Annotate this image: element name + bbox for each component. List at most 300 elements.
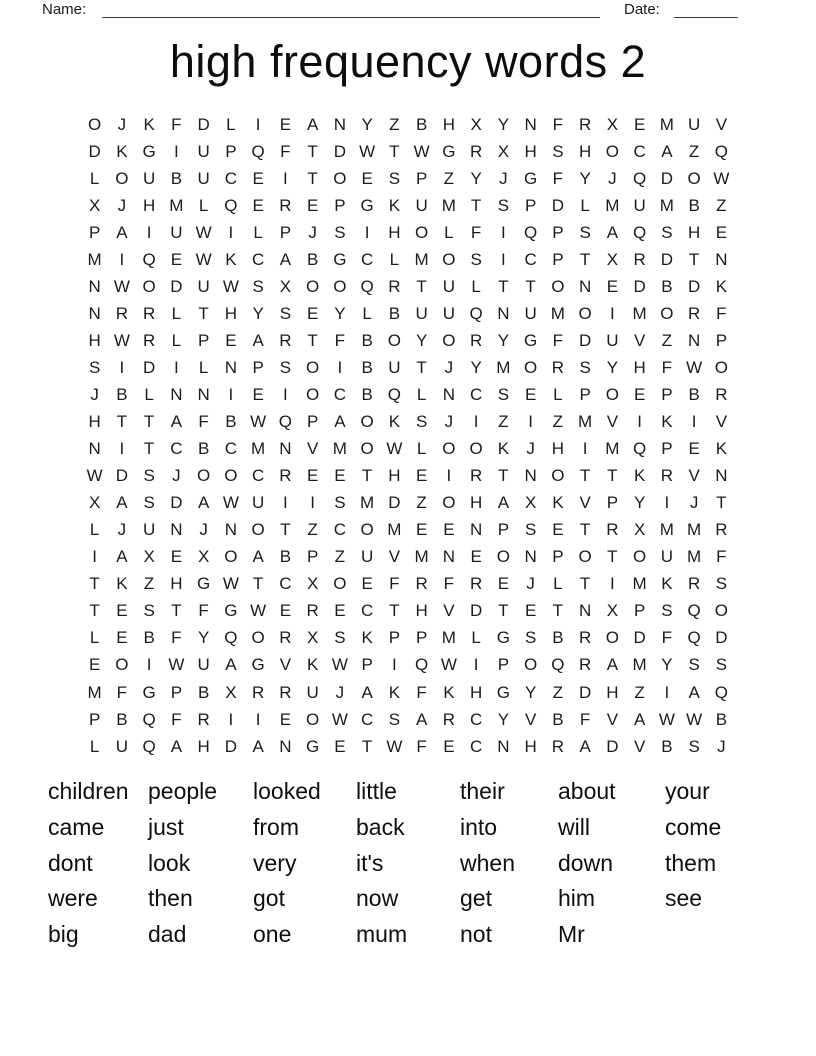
grid-letter: F xyxy=(416,682,427,702)
grid-letter: F xyxy=(552,114,564,134)
grid-letter: P xyxy=(552,222,564,242)
grid-letter: K xyxy=(552,493,564,513)
grid-letter: I xyxy=(392,655,397,675)
grid-letter: R xyxy=(388,276,401,296)
word-list-item: looked xyxy=(253,778,321,804)
grid-letter: R xyxy=(715,384,728,404)
grid-letter: V xyxy=(715,412,728,432)
word-list-item: big xyxy=(48,921,79,948)
grid-letter: B xyxy=(143,628,155,648)
grid-letter: M xyxy=(87,249,102,269)
grid-letter: G xyxy=(442,141,456,161)
grid-letter: T xyxy=(171,601,182,621)
grid-letter: T xyxy=(361,736,373,756)
grid-letter: A xyxy=(225,655,237,675)
grid-letter: O xyxy=(306,384,320,404)
grid-letter: E xyxy=(361,574,373,594)
grid-letter: I xyxy=(528,412,533,432)
grid-letter: W xyxy=(168,655,185,675)
grid-letter: L xyxy=(416,439,427,459)
grid-letter: N xyxy=(88,439,101,459)
grid-letter: F xyxy=(716,303,727,323)
grid-letter: A xyxy=(579,736,591,756)
grid-letter: T xyxy=(688,249,700,269)
grid-letter: R xyxy=(142,303,156,323)
grid-letter: O xyxy=(360,439,374,459)
grid-letter: P xyxy=(306,412,319,432)
grid-letter: W xyxy=(686,357,703,377)
grid-letter: W xyxy=(250,412,267,432)
grid-letter: O xyxy=(551,466,565,486)
grid-letter: D xyxy=(170,493,183,513)
grid-letter: B xyxy=(661,736,673,756)
grid-letter: A xyxy=(279,249,292,269)
grid-letter: G xyxy=(224,601,238,621)
grid-letter: M xyxy=(414,547,429,567)
grid-letter: T xyxy=(579,249,591,269)
grid-letter: O xyxy=(551,276,565,296)
grid-letter: I xyxy=(146,655,152,675)
grid-letter: S xyxy=(334,222,346,242)
grid-letter: C xyxy=(251,249,265,269)
grid-letter: I xyxy=(637,412,642,432)
grid-letter: P xyxy=(415,168,428,188)
grid-letter: L xyxy=(171,330,182,350)
grid-letter: E xyxy=(170,249,183,269)
grid-letter: A xyxy=(170,736,183,756)
grid-letter: G xyxy=(251,655,265,675)
grid-letter: N xyxy=(524,114,537,134)
grid-letter: A xyxy=(415,709,428,729)
grid-letter: U xyxy=(606,330,619,350)
grid-letter: S xyxy=(688,736,700,756)
grid-letter: X xyxy=(524,493,537,513)
grid-letter: G xyxy=(496,682,510,702)
grid-letter: S xyxy=(388,709,401,729)
grid-letter: P xyxy=(361,655,373,675)
grid-letter: A xyxy=(633,709,646,729)
grid-letter: N xyxy=(715,466,728,486)
grid-letter: T xyxy=(607,466,618,486)
grid-letter: W xyxy=(359,141,376,161)
grid-letter: I xyxy=(446,466,452,486)
grid-letter: Q xyxy=(415,655,429,675)
grid-letter: P xyxy=(170,682,183,702)
grid-letter: C xyxy=(279,574,292,594)
grid-letter: E xyxy=(443,520,455,540)
grid-letter: O xyxy=(578,303,592,323)
word-list-item: back xyxy=(356,813,405,840)
grid-letter: R xyxy=(715,520,728,540)
grid-letter: K xyxy=(443,682,455,702)
grid-letter: L xyxy=(553,384,563,404)
grid-letter: O xyxy=(524,655,538,675)
grid-letter: G xyxy=(496,628,510,648)
grid-letter: Z xyxy=(498,412,509,432)
grid-letter: K xyxy=(715,276,728,296)
grid-letter: U xyxy=(170,222,183,242)
grid-letter: D xyxy=(633,276,646,296)
grid-letter: R xyxy=(578,628,592,648)
grid-letter: H xyxy=(524,141,537,161)
word-list-item: just xyxy=(148,813,184,840)
word-list-item: will xyxy=(558,813,590,840)
grid-letter: M xyxy=(659,195,674,215)
grid-letter: Z xyxy=(389,114,400,134)
grid-letter: T xyxy=(525,276,536,296)
word-list-item: look xyxy=(148,849,191,876)
grid-letter: F xyxy=(171,709,182,729)
grid-letter: J xyxy=(689,493,699,513)
word-list-item: children xyxy=(48,778,129,804)
grid-letter: E xyxy=(334,466,346,486)
grid-letter: W xyxy=(658,709,675,729)
grid-letter: E xyxy=(470,547,482,567)
grid-letter: K xyxy=(225,249,237,269)
grid-letter: U xyxy=(197,141,210,161)
grid-letter: W xyxy=(331,709,348,729)
grid-letter: O xyxy=(605,628,619,648)
grid-letter: E xyxy=(524,384,537,404)
grid-letter: K xyxy=(116,141,128,161)
grid-letter: Q xyxy=(633,439,647,459)
grid-letter: E xyxy=(497,574,510,594)
grid-letter: T xyxy=(143,412,155,432)
grid-letter: N xyxy=(524,466,537,486)
grid-letter: O xyxy=(333,276,347,296)
grid-letter: R xyxy=(251,682,265,702)
grid-letter: K xyxy=(143,114,155,134)
grid-letter: C xyxy=(469,384,483,404)
grid-letter: J xyxy=(717,736,726,756)
grid-letter: A xyxy=(306,114,319,134)
grid-letter: K xyxy=(388,682,401,702)
word-list-item: get xyxy=(460,885,492,912)
grid-letter: F xyxy=(198,601,209,621)
grid-letter: N xyxy=(224,520,238,540)
grid-letter: F xyxy=(198,412,209,432)
grid-letter: W xyxy=(440,655,457,675)
grid-letter: C xyxy=(170,439,183,459)
grid-letter: O xyxy=(442,249,456,269)
grid-letter: A xyxy=(688,682,700,702)
grid-letter: C xyxy=(224,168,238,188)
date-label: Date: xyxy=(624,1,660,18)
grid-letter: P xyxy=(88,709,101,729)
grid-letter: W xyxy=(386,439,403,459)
grid-letter: S xyxy=(334,628,346,648)
grid-letter: O xyxy=(442,493,456,513)
grid-letter: U xyxy=(442,303,456,323)
grid-letter: J xyxy=(199,520,208,540)
grid-letter: K xyxy=(388,412,401,432)
word-list-item: one xyxy=(253,921,292,948)
word-list xyxy=(48,778,757,957)
grid-letter: Q xyxy=(524,222,538,242)
grid-letter: Y xyxy=(661,655,673,675)
grid-letter: Q xyxy=(278,412,292,432)
grid-letter: L xyxy=(362,303,372,323)
grid-letter: M xyxy=(360,493,375,513)
grid-letter: K xyxy=(633,466,646,486)
grid-letter: O xyxy=(251,628,265,648)
grid-letter: H xyxy=(388,222,401,242)
grid-letter: G xyxy=(306,736,320,756)
grid-letter: E xyxy=(334,601,346,621)
grid-letter: Y xyxy=(633,493,646,513)
grid-letter: C xyxy=(524,249,537,269)
grid-letter: A xyxy=(497,493,510,513)
word-list-item: from xyxy=(253,813,299,840)
grid-letter: S xyxy=(579,222,591,242)
grid-letter: I xyxy=(283,493,288,513)
grid-letter: Z xyxy=(716,195,727,215)
grid-letter: G xyxy=(142,141,156,161)
grid-letter: V xyxy=(606,709,619,729)
grid-letter: E xyxy=(443,736,455,756)
grid-letter: M xyxy=(578,412,593,432)
grid-letter: T xyxy=(89,601,100,621)
grid-letter: J xyxy=(117,195,127,215)
grid-letter: A xyxy=(606,222,619,242)
grid-letter: U xyxy=(142,168,156,188)
grid-letter: R xyxy=(606,520,619,540)
grid-letter: M xyxy=(441,628,456,648)
grid-letter: N xyxy=(88,303,101,323)
grid-letter: C xyxy=(469,709,483,729)
grid-letter: N xyxy=(469,520,483,540)
grid-letter: H xyxy=(170,574,183,594)
grid-letter: E xyxy=(279,114,292,134)
word-list-item: mum xyxy=(356,921,408,948)
grid-letter: F xyxy=(116,682,128,702)
grid-letter: R xyxy=(279,195,292,215)
grid-letter: K xyxy=(306,655,319,675)
grid-letter: A xyxy=(606,655,619,675)
word-list-item: it's xyxy=(356,849,384,876)
grid-letter: J xyxy=(608,168,617,188)
grid-letter: U xyxy=(197,276,210,296)
grid-letter: Y xyxy=(497,330,510,350)
grid-letter: S xyxy=(661,222,673,242)
grid-letter: D xyxy=(660,168,674,188)
grid-letter: G xyxy=(333,249,347,269)
grid-letter: W xyxy=(222,493,239,513)
grid-letter: X xyxy=(225,682,237,702)
grid-letter: C xyxy=(333,384,347,404)
grid-letter: A xyxy=(197,493,210,513)
grid-letter: T xyxy=(252,574,264,594)
grid-letter: I xyxy=(92,547,97,567)
grid-letter: T xyxy=(416,276,427,296)
grid-letter: T xyxy=(470,195,482,215)
grid-letter: Y xyxy=(252,303,264,323)
word-list-item: dad xyxy=(148,921,187,948)
grid-letter: N xyxy=(197,384,210,404)
grid-letter: B xyxy=(388,303,401,323)
grid-letter: D xyxy=(142,357,156,377)
grid-letter: O xyxy=(142,276,156,296)
grid-letter: R xyxy=(578,114,592,134)
grid-letter: S xyxy=(552,141,564,161)
grid-letter: X xyxy=(88,493,101,513)
grid-letter: W xyxy=(113,276,130,296)
grid-letter: T xyxy=(607,547,618,567)
grid-letter: N xyxy=(687,330,701,350)
grid-letter: M xyxy=(550,303,565,323)
grid-letter: O xyxy=(360,520,374,540)
grid-letter: W xyxy=(386,736,403,756)
grid-letter: M xyxy=(441,195,456,215)
grid-letter: T xyxy=(198,303,209,323)
grid-letter: H xyxy=(687,222,701,242)
grid-letter: S xyxy=(524,628,537,648)
grid-letter: M xyxy=(632,655,647,675)
grid-letter: V xyxy=(279,655,292,675)
grid-letter: T xyxy=(389,601,400,621)
grid-letter: O xyxy=(224,466,238,486)
grid-letter: I xyxy=(664,493,670,513)
grid-letter: S xyxy=(688,655,700,675)
grid-letter: A xyxy=(170,412,183,432)
grid-letter: M xyxy=(687,547,702,567)
word-list-item: into xyxy=(460,813,498,840)
grid-letter: S xyxy=(470,249,482,269)
grid-letter: W xyxy=(413,141,430,161)
grid-letter: E xyxy=(252,168,264,188)
grid-letter: I xyxy=(610,303,615,323)
grid-letter: I xyxy=(228,709,234,729)
grid-letter: H xyxy=(633,357,646,377)
grid-letter: L xyxy=(580,195,590,215)
grid-letter: T xyxy=(579,574,591,594)
grid-letter: E xyxy=(116,628,128,648)
grid-letter: F xyxy=(171,114,182,134)
grid-letter: T xyxy=(579,466,591,486)
grid-letter: B xyxy=(361,357,373,377)
grid-letter: S xyxy=(388,168,401,188)
grid-letter: S xyxy=(715,574,728,594)
grid-letter: U xyxy=(115,736,129,756)
grid-letter: T xyxy=(416,357,427,377)
grid-letter: X xyxy=(306,574,319,594)
grid-letter: A xyxy=(116,493,128,513)
grid-letter: E xyxy=(334,736,346,756)
grid-letter: L xyxy=(416,384,427,404)
grid-letter: P xyxy=(552,249,564,269)
grid-letter: I xyxy=(228,222,234,242)
grid-letter: Q xyxy=(633,168,647,188)
grid-letter: T xyxy=(579,520,591,540)
word-list-item: dont xyxy=(48,849,93,876)
grid-letter: Z xyxy=(307,520,318,540)
grid-letter: U xyxy=(442,276,456,296)
grid-letter: I xyxy=(283,384,288,404)
grid-letter: Y xyxy=(524,682,537,702)
grid-letter: S xyxy=(143,493,155,513)
puzzle-title: high frequency words 2 xyxy=(169,36,647,87)
grid-letter: T xyxy=(361,466,373,486)
grid-letter: R xyxy=(279,628,292,648)
grid-letter: I xyxy=(582,439,588,459)
grid-letter: J xyxy=(526,439,535,459)
grid-letter: W xyxy=(113,330,130,350)
grid-letter: L xyxy=(144,384,154,404)
grid-letter: Y xyxy=(197,628,210,648)
grid-letter: B xyxy=(688,384,700,404)
grid-letter: N xyxy=(170,384,183,404)
grid-letter: P xyxy=(524,195,537,215)
grid-letter: O xyxy=(224,547,238,567)
grid-letter: O xyxy=(442,330,456,350)
grid-letter: Q xyxy=(387,384,401,404)
grid-letter: O xyxy=(115,168,129,188)
grid-letter: I xyxy=(664,682,670,702)
grid-letter: Q xyxy=(551,655,565,675)
grid-letter: P xyxy=(415,628,428,648)
grid-letter: S xyxy=(88,357,101,377)
grid-letter: X xyxy=(606,114,619,134)
grid-letter: J xyxy=(117,114,127,134)
grid-letter: T xyxy=(307,330,318,350)
grid-letter: R xyxy=(687,574,701,594)
grid-letter: Q xyxy=(360,276,374,296)
grid-letter: D xyxy=(551,195,565,215)
grid-letter: R xyxy=(660,466,674,486)
grid-letter: P xyxy=(606,493,619,513)
grid-letter: B xyxy=(361,384,373,404)
grid-letter: Q xyxy=(142,249,156,269)
grid-letter: V xyxy=(579,493,591,513)
grid-letter: A xyxy=(116,222,128,242)
grid-letter: D xyxy=(469,601,483,621)
grid-letter: R xyxy=(279,682,292,702)
grid-letter: K xyxy=(661,412,673,432)
grid-letter: G xyxy=(360,195,374,215)
grid-letter: D xyxy=(660,249,674,269)
grid-letter: X xyxy=(279,276,292,296)
grid-letter: Y xyxy=(470,168,482,188)
grid-letter: B xyxy=(688,195,700,215)
grid-letter: O xyxy=(524,357,538,377)
grid-letter: H xyxy=(388,466,401,486)
grid-letter: J xyxy=(308,222,317,242)
grid-letter: G xyxy=(142,682,156,702)
grid-letter: W xyxy=(195,249,212,269)
grid-letter: F xyxy=(334,330,346,350)
grid-letter: M xyxy=(414,249,429,269)
grid-letter: B xyxy=(225,412,237,432)
grid-letter: M xyxy=(659,114,674,134)
grid-letter: U xyxy=(660,547,674,567)
grid-letter: V xyxy=(388,547,401,567)
grid-letter: O xyxy=(306,276,320,296)
grid-letter: M xyxy=(605,439,620,459)
grid-letter: M xyxy=(332,439,347,459)
grid-letter: V xyxy=(443,601,455,621)
grid-letter: Z xyxy=(688,141,700,161)
grid-letter: Y xyxy=(361,114,373,134)
grid-letter: I xyxy=(119,249,125,269)
word-list-item: now xyxy=(356,885,399,912)
grid-letter: V xyxy=(524,709,537,729)
grid-letter: Z xyxy=(334,547,346,567)
grid-letter: L xyxy=(89,736,100,756)
grid-letter: D xyxy=(197,114,210,134)
grid-letter: O xyxy=(633,547,647,567)
grid-letter: O xyxy=(442,439,456,459)
grid-letter: L xyxy=(471,276,481,296)
